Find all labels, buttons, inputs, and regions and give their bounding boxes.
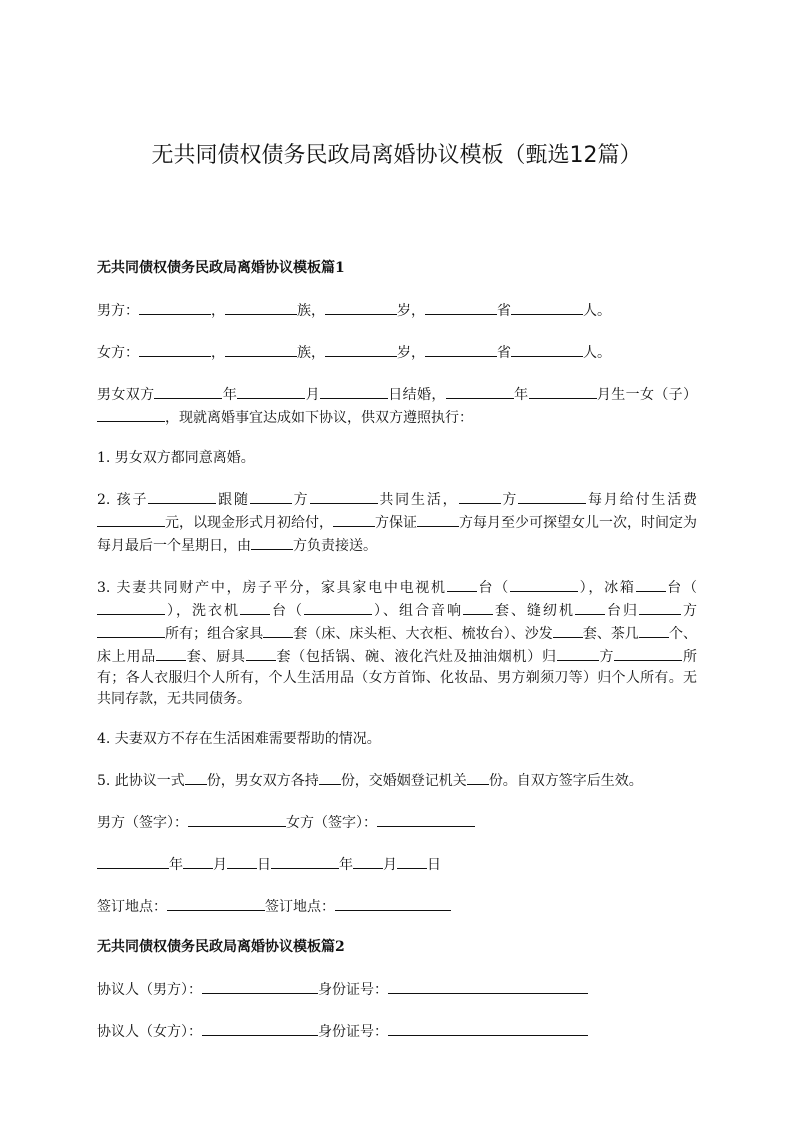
signature-line: 男方（签字）： 女方（签字）：	[97, 811, 697, 834]
section-heading-2: 无共同债权债务民政局离婚协议模板篇2	[97, 939, 345, 955]
item-2: 2. 孩子 跟随 方 共同生活， 方 每月给付生活费元，以现金形式月初给付， 方保证 方每月至少可探望女儿一次，时间定为每月最后一个星期日，由 方负责接送。	[97, 488, 697, 557]
item-4: 4. 夫妻双方不存在生活困难需要帮助的情况。	[97, 731, 381, 747]
place-line: 签订地点： 签订地点：	[97, 895, 697, 918]
marriage-paragraph: 男女双方 年 月 日结婚， 年 月生一女（子），现就离婚事宜达成如下协议，供双方遵照执行：	[97, 383, 697, 429]
date-line: 年 月 日 年 月 日	[97, 853, 697, 876]
party-man-line: 协议人（男方）： 身份证号：	[97, 978, 697, 1001]
item-1: 1. 男女双方都同意离婚。	[97, 450, 255, 466]
party-woman-line: 协议人（女方）： 身份证号：	[97, 1020, 697, 1043]
man-info-line: 男方： ， 族， 岁， 省 人。	[97, 299, 697, 322]
document-title: 无共同债权债务民政局离婚协议模板（甄选12篇）	[151, 143, 642, 168]
item-3: 3. 夫妻共同财产中，房子平分，家具家电中电视机 台（ ），冰箱 台（），洗衣机 台（ ）、组合音响 套、缝纫机 台归 方所有；组合家具 套（床、床头柜、大衣柜、梳妆台）、沙发 套、茶几 个、床上用品 套、厨具 套（包括锅、碗、液化汽灶及抽油烟机）归 方 所有；各人衣服归个人所有，个人生活用品（女方首饰、化妆品、男方剃须刀等）归个人所有。无共同存款，无共同债务。	[97, 576, 697, 710]
woman-info-line: 女方： ， 族， 岁， 省 人。	[97, 341, 697, 364]
document-body	[97, 258, 697, 1062]
item-5: 5. 此协议一式 份，男女双方各持 份，交婚姻登记机关 份。自双方签字后生效。	[97, 769, 697, 792]
section-heading: 无共同债权债务民政局离婚协议模板篇1	[97, 260, 345, 276]
